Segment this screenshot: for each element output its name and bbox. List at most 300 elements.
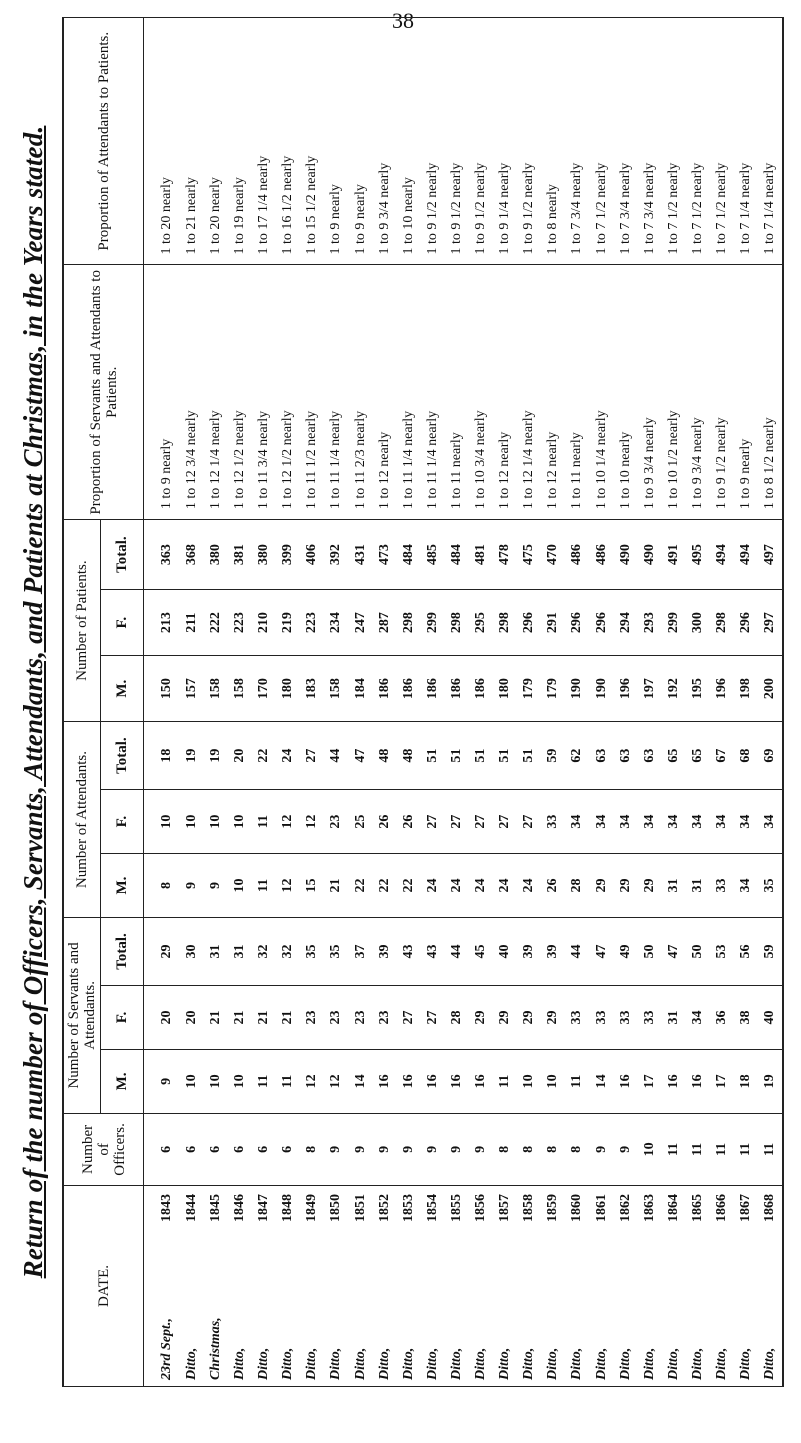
attendants-f-header: F. (101, 790, 144, 854)
year-value: 1853 (400, 1194, 416, 1222)
patients-m-cell: 186 (468, 656, 492, 722)
patients-m-cell: 190 (565, 656, 589, 722)
officers-cell: 8 (541, 1113, 565, 1185)
attendants-f-cell: 33 (541, 790, 565, 854)
attendants-m-cell: 31 (661, 854, 685, 918)
date-cell (324, 1186, 348, 1387)
patients-f-cell: 287 (372, 590, 396, 656)
patients-group-header: Number of Patients. (63, 520, 101, 722)
patients-total-cell: 495 (685, 520, 709, 590)
patients-f-cell: 299 (420, 590, 444, 656)
date-cell (276, 1186, 300, 1387)
table-row (324, 18, 348, 1387)
ratio-attendants-cell: 1 to 7 3/4 nearly (565, 18, 589, 265)
returns-table (62, 17, 784, 1387)
officers-cell: 9 (444, 1113, 468, 1185)
year-value: 1847 (256, 1194, 272, 1222)
attendants-total-cell: 51 (420, 722, 444, 790)
attendants-f-cell: 27 (444, 790, 468, 854)
patients-f-cell: 296 (734, 590, 758, 656)
attendants-total-cell: 63 (613, 722, 637, 790)
date-cell (661, 1186, 685, 1387)
servants-total-cell: 39 (517, 917, 541, 985)
servants-f-cell: 33 (613, 986, 637, 1050)
attendants-total-cell: 47 (348, 722, 372, 790)
date-label: Ditto, (376, 1347, 392, 1380)
ratio-servants-header: Proportion of Servants and Attendants to Patients. (63, 265, 144, 520)
patients-total-cell: 481 (468, 520, 492, 590)
officers-cell: 8 (300, 1113, 324, 1185)
servants-f-cell: 33 (565, 986, 589, 1050)
officers-header: Number of Officers. (63, 1113, 144, 1185)
attendants-m-cell: 24 (444, 854, 468, 918)
servants-group-header: Number of Servants and Attendants. (63, 917, 101, 1113)
patients-f-cell: 296 (589, 590, 613, 656)
patients-total-cell: 392 (324, 520, 348, 590)
servants-f-cell: 38 (734, 986, 758, 1050)
patients-total-cell: 484 (444, 520, 468, 590)
attendants-total-header: Total. (101, 722, 144, 790)
date-cell (637, 1186, 661, 1387)
officers-cell: 9 (420, 1113, 444, 1185)
ratio-attendants-cell: 1 to 9 nearly (324, 18, 348, 265)
officers-cell: 10 (637, 1113, 661, 1185)
date-label: Ditto, (689, 1347, 705, 1380)
servants-total-cell: 47 (661, 917, 685, 985)
date-header: DATE. (63, 1186, 144, 1387)
attendants-f-cell: 26 (396, 790, 420, 854)
ratio-attendants-cell: 1 to 7 1/2 nearly (589, 18, 613, 265)
attendants-total-cell: 20 (228, 722, 252, 790)
table-row (396, 18, 420, 1387)
date-label: Ditto, (256, 1347, 272, 1380)
servants-f-cell: 40 (758, 986, 783, 1050)
servants-f-cell: 23 (324, 986, 348, 1050)
ratio-servants-cell: 1 to 11 1/4 nearly (324, 265, 348, 520)
servants-total-cell: 44 (444, 917, 468, 985)
patients-m-cell: 198 (734, 656, 758, 722)
year-value: 1865 (689, 1194, 705, 1222)
date-cell (348, 1186, 372, 1387)
year-value: 1855 (448, 1194, 464, 1222)
ratio-attendants-cell: 1 to 9 1/4 nearly (493, 18, 517, 265)
date-cell (396, 1186, 420, 1387)
ratio-servants-cell: 1 to 11 nearly (565, 265, 589, 520)
patients-f-cell: 296 (517, 590, 541, 656)
attendants-f-cell: 34 (637, 790, 661, 854)
date-label: Ditto, (424, 1347, 440, 1380)
table-row (252, 18, 276, 1387)
date-label: Ditto, (473, 1347, 489, 1380)
patients-m-cell: 186 (372, 656, 396, 722)
patients-f-cell: 223 (228, 590, 252, 656)
table-row (420, 18, 444, 1387)
servants-m-cell: 16 (372, 1049, 396, 1113)
servants-f-cell: 36 (709, 986, 733, 1050)
ratio-servants-cell: 1 to 11 1/2 nearly (300, 265, 324, 520)
attendants-f-cell: 23 (324, 790, 348, 854)
ratio-attendants-cell: 1 to 9 1/2 nearly (444, 18, 468, 265)
servants-m-cell: 16 (613, 1049, 637, 1113)
patients-total-cell: 473 (372, 520, 396, 590)
servants-f-cell: 21 (276, 986, 300, 1050)
servants-m-cell: 14 (348, 1049, 372, 1113)
table-row (565, 18, 589, 1387)
attendants-total-cell: 22 (252, 722, 276, 790)
servants-f-cell: 23 (372, 986, 396, 1050)
ratio-servants-cell: 1 to 12 1/2 nearly (276, 265, 300, 520)
ratio-servants-cell: 1 to 11 3/4 nearly (252, 265, 276, 520)
attendants-f-cell: 34 (613, 790, 637, 854)
date-label: Ditto, (232, 1347, 248, 1380)
table-row (758, 18, 783, 1387)
year-value: 1867 (738, 1194, 754, 1222)
date-label: Ditto, (617, 1347, 633, 1380)
attendants-total-cell: 67 (709, 722, 733, 790)
servants-m-cell: 10 (179, 1049, 203, 1113)
servants-total-cell: 43 (420, 917, 444, 985)
officers-cell: 9 (348, 1113, 372, 1185)
patients-f-cell: 219 (276, 590, 300, 656)
year-value: 1860 (569, 1194, 585, 1222)
servants-total-cell: 43 (396, 917, 420, 985)
date-cell (468, 1186, 492, 1387)
servants-total-cell: 30 (179, 917, 203, 985)
date-label: Ditto, (304, 1347, 320, 1380)
attendants-total-cell: 48 (396, 722, 420, 790)
attendants-m-cell: 24 (468, 854, 492, 918)
attendants-m-cell: 29 (637, 854, 661, 918)
officers-cell: 9 (396, 1113, 420, 1185)
table-row (179, 18, 203, 1387)
attendants-m-cell: 29 (613, 854, 637, 918)
attendants-f-cell: 11 (252, 790, 276, 854)
ratio-attendants-cell: 1 to 9 nearly (348, 18, 372, 265)
servants-f-cell: 31 (661, 986, 685, 1050)
servants-f-cell: 27 (420, 986, 444, 1050)
attendants-total-cell: 65 (661, 722, 685, 790)
table-row (228, 18, 252, 1387)
servants-total-header: Total. (101, 917, 144, 985)
attendants-m-cell: 34 (734, 854, 758, 918)
patients-f-cell: 298 (396, 590, 420, 656)
patients-m-cell: 186 (444, 656, 468, 722)
officers-cell: 9 (372, 1113, 396, 1185)
patients-m-cell: 200 (758, 656, 783, 722)
year-value: 1862 (617, 1194, 633, 1222)
attendants-total-cell: 63 (637, 722, 661, 790)
officers-cell: 11 (685, 1113, 709, 1185)
attendants-total-cell: 48 (372, 722, 396, 790)
attendants-m-cell: 24 (517, 854, 541, 918)
servants-total-cell: 50 (685, 917, 709, 985)
ratio-servants-cell: 1 to 10 3/4 nearly (468, 265, 492, 520)
year-value: 1849 (304, 1194, 320, 1222)
date-label: Ditto, (448, 1347, 464, 1380)
patients-f-cell: 297 (758, 590, 783, 656)
date-cell (444, 1186, 468, 1387)
attendants-total-cell: 18 (144, 722, 180, 790)
servants-total-cell: 35 (300, 917, 324, 985)
ratio-servants-cell: 1 to 12 1/4 nearly (203, 265, 227, 520)
patients-m-cell: 186 (420, 656, 444, 722)
attendants-f-cell: 10 (179, 790, 203, 854)
ratio-servants-cell: 1 to 12 nearly (493, 265, 517, 520)
patients-f-cell: 299 (661, 590, 685, 656)
attendants-m-cell: 9 (203, 854, 227, 918)
attendants-m-cell: 24 (420, 854, 444, 918)
attendants-total-cell: 24 (276, 722, 300, 790)
attendants-m-cell: 28 (565, 854, 589, 918)
year-value: 1868 (762, 1194, 778, 1222)
servants-total-cell: 49 (613, 917, 637, 985)
servants-total-cell: 40 (493, 917, 517, 985)
servants-total-cell: 59 (758, 917, 783, 985)
servants-total-cell: 53 (709, 917, 733, 985)
servants-m-cell: 11 (565, 1049, 589, 1113)
table-row (372, 18, 396, 1387)
year-value: 1857 (497, 1194, 513, 1222)
patients-total-cell: 470 (541, 520, 565, 590)
officers-cell: 8 (565, 1113, 589, 1185)
patients-total-cell: 368 (179, 520, 203, 590)
servants-m-header: M. (101, 1049, 144, 1113)
patients-f-header: F. (101, 590, 144, 656)
year-value: 1845 (208, 1194, 223, 1222)
patients-m-cell: 183 (300, 656, 324, 722)
table-row (637, 18, 661, 1387)
servants-f-cell: 33 (589, 986, 613, 1050)
patients-m-header: M. (101, 656, 144, 722)
servants-m-cell: 16 (661, 1049, 685, 1113)
attendants-f-cell: 26 (372, 790, 396, 854)
ratio-servants-cell: 1 to 9 nearly (144, 265, 180, 520)
patients-total-cell: 491 (661, 520, 685, 590)
attendants-m-cell: 33 (709, 854, 733, 918)
attendants-m-header: M. (101, 854, 144, 918)
attendants-m-cell: 9 (179, 854, 203, 918)
patients-f-cell: 296 (565, 590, 589, 656)
patients-total-cell: 380 (252, 520, 276, 590)
year-value: 1864 (665, 1194, 681, 1222)
date-cell (541, 1186, 565, 1387)
date-label: Ditto, (665, 1347, 681, 1380)
ratio-attendants-cell: 1 to 7 1/2 nearly (685, 18, 709, 265)
attendants-f-cell: 34 (709, 790, 733, 854)
officers-cell: 9 (589, 1113, 613, 1185)
patients-m-cell: 179 (517, 656, 541, 722)
attendants-f-cell: 10 (228, 790, 252, 854)
ratio-attendants-cell: 1 to 15 1/2 nearly (300, 18, 324, 265)
servants-f-cell: 28 (444, 986, 468, 1050)
servants-m-cell: 16 (685, 1049, 709, 1113)
ratio-attendants-cell: 1 to 9 1/2 nearly (420, 18, 444, 265)
table-row (613, 18, 637, 1387)
attendants-m-cell: 15 (300, 854, 324, 918)
ratio-attendants-cell: 1 to 9 3/4 nearly (372, 18, 396, 265)
patients-m-cell: 180 (276, 656, 300, 722)
servants-total-cell: 31 (203, 917, 227, 985)
servants-f-cell: 34 (685, 986, 709, 1050)
officers-cell: 8 (493, 1113, 517, 1185)
attendants-total-cell: 59 (541, 722, 565, 790)
year-value: 1844 (183, 1194, 199, 1222)
ratio-servants-cell: 1 to 12 3/4 nearly (179, 265, 203, 520)
officers-cell: 6 (228, 1113, 252, 1185)
ratio-servants-cell: 1 to 10 1/4 nearly (589, 265, 613, 520)
patients-total-cell: 490 (637, 520, 661, 590)
attendants-f-cell: 34 (565, 790, 589, 854)
ratio-servants-cell: 1 to 8 1/2 nearly (758, 265, 783, 520)
servants-m-cell: 16 (468, 1049, 492, 1113)
patients-total-cell: 381 (228, 520, 252, 590)
servants-f-cell: 27 (396, 986, 420, 1050)
year-value: 1843 (159, 1194, 175, 1222)
attendants-total-cell: 19 (203, 722, 227, 790)
attendants-f-cell: 34 (661, 790, 685, 854)
servants-m-cell: 18 (734, 1049, 758, 1113)
ratio-servants-cell: 1 to 10 nearly (613, 265, 637, 520)
date-label: Ditto, (593, 1347, 609, 1380)
servants-f-cell: 21 (252, 986, 276, 1050)
date-label: Ditto, (641, 1347, 657, 1380)
patients-total-cell: 494 (709, 520, 733, 590)
date-cell (300, 1186, 324, 1387)
table-row (144, 18, 180, 1387)
attendants-total-cell: 51 (517, 722, 541, 790)
patients-m-cell: 197 (637, 656, 661, 722)
date-cell (372, 1186, 396, 1387)
patients-m-cell: 184 (348, 656, 372, 722)
date-cell (144, 1186, 180, 1387)
attendants-m-cell: 22 (396, 854, 420, 918)
date-label: Ditto, (400, 1347, 416, 1380)
attendants-m-cell: 21 (324, 854, 348, 918)
patients-f-cell: 298 (493, 590, 517, 656)
officers-cell: 6 (144, 1113, 180, 1185)
servants-f-cell: 29 (517, 986, 541, 1050)
ratio-servants-cell: 1 to 9 3/4 nearly (685, 265, 709, 520)
attendants-total-cell: 69 (758, 722, 783, 790)
date-cell (517, 1186, 541, 1387)
attendants-f-cell: 34 (685, 790, 709, 854)
attendants-f-cell: 12 (276, 790, 300, 854)
ratio-attendants-cell: 1 to 9 1/2 nearly (468, 18, 492, 265)
year-value: 1858 (521, 1194, 537, 1222)
attendants-f-cell: 27 (420, 790, 444, 854)
ratio-attendants-cell: 1 to 17 1/4 nearly (252, 18, 276, 265)
attendants-total-cell: 63 (589, 722, 613, 790)
servants-total-cell: 39 (372, 917, 396, 985)
ratio-attendants-cell: 1 to 7 3/4 nearly (613, 18, 637, 265)
patients-total-cell: 486 (565, 520, 589, 590)
officers-cell: 11 (734, 1113, 758, 1185)
patients-total-cell: 478 (493, 520, 517, 590)
ratio-attendants-cell: 1 to 9 1/2 nearly (517, 18, 541, 265)
servants-total-cell: 29 (144, 917, 180, 985)
patients-total-cell: 497 (758, 520, 783, 590)
officers-cell: 6 (252, 1113, 276, 1185)
attendants-m-cell: 22 (372, 854, 396, 918)
officers-cell: 9 (613, 1113, 637, 1185)
date-label: Ditto, (713, 1347, 729, 1380)
officers-cell: 9 (324, 1113, 348, 1185)
patients-total-cell: 406 (300, 520, 324, 590)
servants-total-cell: 47 (589, 917, 613, 985)
patients-m-cell: 157 (179, 656, 203, 722)
ratio-servants-cell: 1 to 10 1/2 nearly (661, 265, 685, 520)
table-row (517, 18, 541, 1387)
attendants-m-cell: 35 (758, 854, 783, 918)
table-row (541, 18, 565, 1387)
patients-m-cell: 192 (661, 656, 685, 722)
table-body (144, 18, 784, 1387)
servants-total-cell: 56 (734, 917, 758, 985)
servants-m-cell: 17 (709, 1049, 733, 1113)
patients-m-cell: 186 (396, 656, 420, 722)
servants-m-cell: 12 (324, 1049, 348, 1113)
ratio-attendants-cell: 1 to 19 nearly (228, 18, 252, 265)
patients-f-cell: 222 (203, 590, 227, 656)
attendants-f-cell: 10 (203, 790, 227, 854)
attendants-total-cell: 51 (493, 722, 517, 790)
date-label: Ditto, (762, 1347, 778, 1380)
attendants-m-cell: 22 (348, 854, 372, 918)
attendants-total-cell: 62 (565, 722, 589, 790)
servants-m-cell: 11 (252, 1049, 276, 1113)
patients-f-cell: 247 (348, 590, 372, 656)
officers-cell: 8 (517, 1113, 541, 1185)
date-cell (709, 1186, 733, 1387)
attendants-m-cell: 12 (276, 854, 300, 918)
attendants-f-cell: 34 (758, 790, 783, 854)
servants-f-header: F. (101, 986, 144, 1050)
ratio-servants-cell: 1 to 11 nearly (444, 265, 468, 520)
patients-m-cell: 170 (252, 656, 276, 722)
attendants-total-cell: 51 (468, 722, 492, 790)
attendants-m-cell: 31 (685, 854, 709, 918)
patients-f-cell: 300 (685, 590, 709, 656)
attendants-f-cell: 34 (734, 790, 758, 854)
date-label: Ditto, (545, 1347, 561, 1380)
ratio-servants-cell: 1 to 12 nearly (372, 265, 396, 520)
officers-cell: 6 (276, 1113, 300, 1185)
servants-total-cell: 37 (348, 917, 372, 985)
year-value: 1859 (545, 1194, 561, 1222)
table-row (589, 18, 613, 1387)
servants-f-cell: 20 (179, 986, 203, 1050)
attendants-total-cell: 65 (685, 722, 709, 790)
servants-m-cell: 10 (203, 1049, 227, 1113)
table-row (444, 18, 468, 1387)
attendants-m-cell: 24 (493, 854, 517, 918)
patients-f-cell: 298 (444, 590, 468, 656)
table-row (685, 18, 709, 1387)
ratio-servants-cell: 1 to 9 nearly (734, 265, 758, 520)
officers-cell: 11 (758, 1113, 783, 1185)
attendants-m-cell: 26 (541, 854, 565, 918)
year-value: 1854 (424, 1194, 440, 1222)
patients-f-cell: 293 (637, 590, 661, 656)
patients-total-cell: 485 (420, 520, 444, 590)
page-number: 38 (392, 8, 414, 33)
ratio-servants-cell: 1 to 11 1/4 nearly (396, 265, 420, 520)
officers-cell: 11 (661, 1113, 685, 1185)
date-label: Ditto, (280, 1347, 296, 1380)
ratio-servants-cell: 1 to 12 1/2 nearly (228, 265, 252, 520)
ratio-servants-cell: 1 to 12 nearly (541, 265, 565, 520)
attendants-f-cell: 10 (144, 790, 180, 854)
